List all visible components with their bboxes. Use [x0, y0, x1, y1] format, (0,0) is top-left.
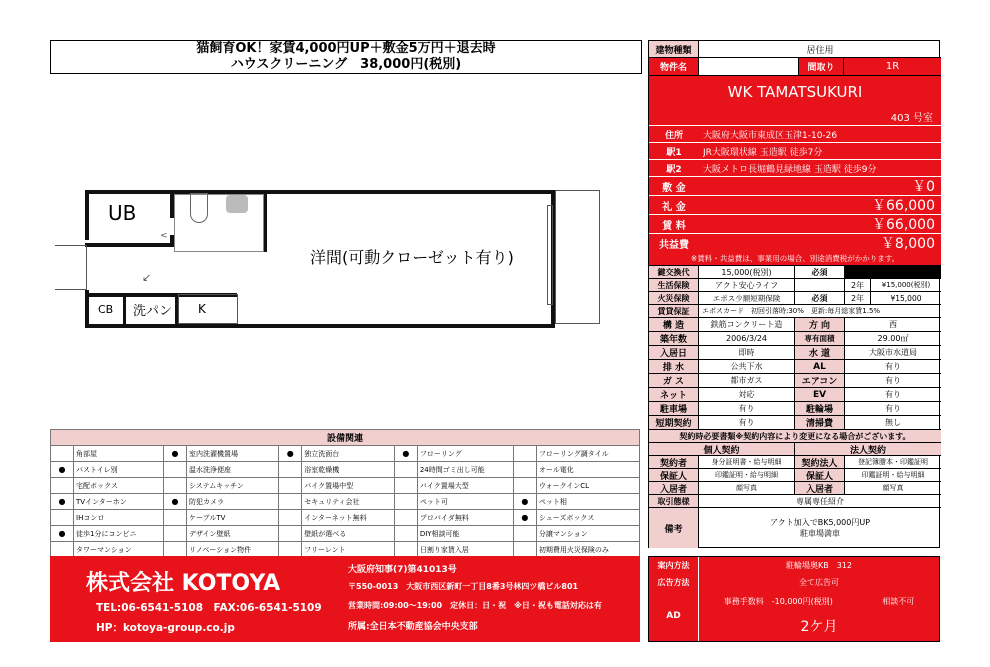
ad-label: AD	[649, 591, 699, 641]
facility-mark: ●	[513, 494, 536, 510]
fee-label: 共益費	[659, 239, 689, 251]
park-label: 駐車場	[649, 402, 699, 415]
dir: 西	[889, 320, 897, 329]
fire-price: ¥15,000	[890, 293, 922, 303]
corp-label: 法人契約	[849, 445, 886, 455]
consult: 相談不可	[882, 596, 915, 606]
facility-item: TVインターホン	[74, 494, 164, 510]
room-ub: UB	[108, 201, 137, 225]
facility-mark	[394, 494, 417, 510]
movein-label: 入居日	[649, 346, 699, 359]
life-years: 2年	[845, 279, 871, 291]
rent: ￥66,000	[872, 217, 935, 233]
facility-mark	[279, 526, 302, 542]
life: アクト安心ライフ	[699, 279, 795, 291]
facility-item: 防犯カメラ	[186, 494, 278, 510]
company-assoc: 所属:全日本不動産協会中央支部	[348, 622, 478, 632]
ac-label: エアコン	[795, 374, 845, 387]
note-line-1: アクト加入でBK5,000円UP	[769, 518, 871, 527]
note-line-2: 駐車場満車	[800, 529, 840, 538]
facility-mark	[279, 494, 302, 510]
al-label: AL	[795, 360, 845, 373]
facility-mark	[163, 526, 186, 542]
keyex: 15,000(税別)	[699, 266, 795, 278]
room-wash: 洗パン	[133, 304, 173, 319]
station1: JR大阪環状線 玉造駅 徒歩7分	[703, 147, 823, 158]
facility-mark	[163, 478, 186, 494]
fire: エポス少額短期保険	[699, 292, 795, 304]
facility-item: 室内洗濯機置場	[186, 446, 278, 462]
c2-value-corp: 印鑑証明・給与明細	[861, 471, 925, 479]
company-footer	[50, 556, 640, 642]
facility-item: ペット可	[417, 494, 513, 510]
facility-mark	[513, 526, 536, 542]
built-label: 築年数	[649, 332, 699, 345]
area-label: 専有面積	[795, 332, 845, 345]
type-label: 建物種類	[649, 41, 699, 57]
facility-item: フローリング調タイル	[536, 446, 639, 462]
deposit-label: 敷 金	[662, 182, 686, 194]
clean-label: 清掃費	[795, 416, 845, 429]
fire-label: 火災保険	[649, 292, 699, 304]
facility-item: 分譲マンション	[536, 526, 639, 542]
facility-mark: ●	[513, 510, 536, 526]
c3-value-corp: 顔写真	[882, 484, 904, 492]
facility-item: 独立洗面台	[302, 446, 395, 462]
facility-mark	[394, 478, 417, 494]
door-arc-icon: <	[160, 231, 168, 241]
company-hours: 営業時間:09:00～19:00 定休日：日・祝 ※日・祝も電話対応は有	[348, 601, 602, 610]
indiv-label: 個人契約	[649, 443, 795, 455]
facility-item: フリーレント	[302, 542, 395, 558]
address: 大阪府大阪市東成区玉津1-10-26	[703, 130, 838, 141]
facility-item: 角部屋	[74, 446, 164, 462]
keyex-req: 必須	[795, 266, 845, 278]
guar-label: 賃貸保証	[649, 305, 699, 317]
c2-label: 保証人	[649, 469, 699, 481]
facility-item: バイク置場大型	[417, 478, 513, 494]
drain-label: 排 水	[649, 360, 699, 373]
facility-item: システムキッチン	[186, 478, 278, 494]
facility-item: バストイレ別	[74, 462, 164, 478]
area: 29.00㎡	[877, 334, 909, 343]
gas-label: ガ ス	[649, 374, 699, 387]
ad-months: 2ケ月	[699, 611, 939, 641]
struct-label: 構 造	[649, 318, 699, 331]
c2-value: 印鑑証明・給与明細	[699, 469, 795, 481]
guide: 駐輪場奥KB 312	[699, 557, 939, 574]
property-panel	[648, 40, 940, 548]
facility-mark	[51, 478, 74, 494]
floor-plan	[50, 185, 610, 345]
room-western: 洋間(可動クローゼット有り)	[310, 248, 514, 267]
al: 有り	[885, 362, 901, 371]
c1-label-corp: 契約法人	[795, 456, 845, 468]
ev: 有り	[885, 390, 901, 399]
fire-years: 2年	[845, 292, 871, 304]
facility-mark	[51, 446, 74, 462]
water-label: 水 道	[795, 346, 845, 359]
c3-label: 入居者	[649, 482, 699, 494]
facility-mark	[513, 478, 536, 494]
ad-method-label: 広告方法	[649, 574, 699, 591]
facilities-table	[50, 429, 640, 554]
dir-label: 方 向	[795, 318, 845, 331]
facility-item: タワーマンション	[74, 542, 164, 558]
address-label: 住所	[664, 130, 683, 141]
facility-mark: ●	[51, 526, 74, 542]
c1-value-corp: 登記簿謄本・印鑑証明	[858, 458, 928, 466]
facilities-title: 設備関連	[51, 430, 640, 446]
facility-item: セキュリティ会社	[302, 494, 395, 510]
short: 有り	[699, 416, 795, 429]
facility-mark: ●	[51, 494, 74, 510]
facility-item: 浴室乾燥機	[302, 462, 395, 478]
life-price: ¥15,000(税別)	[881, 281, 931, 289]
ac: 有り	[885, 376, 901, 385]
bike-label: 駐輪場	[795, 402, 845, 415]
facility-item: 壁紙が選べる	[302, 526, 395, 542]
c3-value: 顔写真	[699, 482, 795, 494]
company-address: 〒550-0013 大阪市西区新町一丁目8番3号林四ツ橋ビル801	[348, 582, 579, 591]
facility-item: リノベーション物件	[186, 542, 278, 558]
tax-note: ※賃料・共益費は、事業用の場合、別途消費税がかかります。	[690, 254, 900, 263]
layout-value: 1R	[844, 58, 941, 75]
facility-item: ケーブルTV	[186, 510, 278, 526]
station1-label: 駅1	[666, 147, 682, 158]
ev-label: EV	[795, 388, 845, 401]
net-label: ネット	[649, 388, 699, 401]
drain: 公共下水	[699, 360, 795, 373]
c3-label-corp: 入居者	[795, 482, 845, 494]
promo-line-1: 猫飼育OK！家賃4,000円UP＋敷金5万円＋退去時	[196, 41, 496, 56]
facility-row	[51, 446, 640, 462]
facility-item: バイク置場中型	[302, 478, 395, 494]
facility-mark	[279, 462, 302, 478]
admin-fee: 事務手数料 -10,000円(税別)	[723, 596, 833, 606]
struct: 鉄筋コンクリート造	[699, 318, 795, 331]
life-label: 生活保険	[649, 279, 699, 291]
c2-label-corp: 保証人	[795, 469, 845, 481]
room-number: 403 号室	[890, 112, 933, 124]
station2: 大阪メトロ長堀鶴見緑地線 玉造駅 徒歩9分	[703, 164, 877, 175]
facility-mark: ●	[279, 446, 302, 462]
facility-item: 日割り家賃入居	[417, 542, 513, 558]
c1-value: 身分証明書・給与明細	[699, 456, 795, 468]
facility-mark: ●	[394, 446, 417, 462]
facility-item: ウォークインCL	[536, 478, 639, 494]
movein: 即時	[699, 346, 795, 359]
gas: 都市ガス	[699, 374, 795, 387]
facility-item: IHコンロ	[74, 510, 164, 526]
promo-banner	[50, 40, 642, 74]
facility-row	[51, 478, 640, 494]
toilet-icon	[190, 193, 208, 223]
company-tel: TEL:06-6541-5108 FAX:06-6541-5109	[96, 602, 322, 614]
note-label: 備考	[649, 508, 699, 548]
facility-item: ペット相	[536, 494, 639, 510]
facility-item: 宅配ボックス	[74, 478, 164, 494]
facility-item: インターネット無料	[302, 510, 395, 526]
agent-label: 取引態様	[649, 495, 699, 507]
facility-mark: ●	[163, 494, 186, 510]
facility-mark	[279, 478, 302, 494]
net: 対応	[699, 388, 795, 401]
facility-row	[51, 494, 640, 510]
facility-item: オール電化	[536, 462, 639, 478]
facility-item: 徒歩1分にコンビニ	[74, 526, 164, 542]
facility-item: デザイン壁紙	[186, 526, 278, 542]
agent: 専属専任紹介	[796, 496, 844, 506]
room-kitchen: K	[198, 302, 206, 316]
facility-item: 24時間ゴミ出し可能	[417, 462, 513, 478]
promo-line-2: ハウスクリーニング 38,000円(税別)	[230, 57, 462, 72]
park: 有り	[699, 402, 795, 415]
company-name: 株式会社 KOTOYA	[86, 571, 281, 596]
room-cb: CB	[98, 303, 114, 316]
guar: エポスカード 初回引落時:30% 更新:毎月総家賃1.5%	[702, 307, 881, 315]
facility-mark	[279, 510, 302, 526]
facility-row	[51, 462, 640, 478]
ad-info	[648, 556, 940, 642]
facility-mark	[394, 526, 417, 542]
deposit: ￥0	[912, 179, 935, 195]
facility-item: フローリング	[417, 446, 513, 462]
facility-row	[51, 526, 640, 542]
facility-item: プロバイダ無料	[417, 510, 513, 526]
keyex-label: 鍵交換代	[649, 266, 699, 278]
short-label: 短期契約	[649, 416, 699, 429]
water: 大阪市水道局	[869, 348, 917, 357]
arrow-icon: ↙	[142, 271, 152, 284]
clean: 無し	[885, 418, 901, 427]
fee: ￥8,000	[880, 236, 935, 252]
layout-label: 間取り	[799, 58, 844, 75]
facility-mark: ●	[51, 462, 74, 478]
company-hp: HP：kotoya-group.co.jp	[96, 622, 235, 634]
facility-mark	[513, 446, 536, 462]
facility-mark	[163, 510, 186, 526]
property-name: WK TAMATSUKURI	[727, 83, 863, 101]
company-license: 大阪府知事(7)第41013号	[348, 565, 457, 575]
facility-mark	[394, 462, 417, 478]
ad-method: 全て広告可	[699, 574, 939, 591]
facility-mark	[163, 462, 186, 478]
facility-item: シューズボックス	[536, 510, 639, 526]
facility-row	[51, 510, 640, 526]
bike: 有り	[885, 404, 901, 413]
guide-label: 案内方法	[649, 557, 699, 574]
c1-label: 契約者	[649, 456, 699, 468]
sink-icon	[226, 195, 248, 213]
station2-label: 駅2	[666, 164, 682, 175]
keymoney-label: 礼 金	[662, 201, 686, 213]
docs-note: 契約時必要書類※契約内容により変更になる場合がございます。	[679, 431, 911, 441]
facility-mark	[51, 510, 74, 526]
name-label: 物件名	[649, 58, 699, 75]
rent-label: 賃 料	[662, 220, 686, 232]
facility-mark: ●	[163, 446, 186, 462]
facility-mark	[394, 510, 417, 526]
built: 2006/3/24	[699, 332, 795, 345]
keymoney: ￥66,000	[872, 198, 935, 214]
fire-req: 必須	[795, 292, 845, 304]
facility-mark	[513, 462, 536, 478]
type-value: 居住用	[806, 45, 834, 56]
facility-item: DIY相談可能	[417, 526, 513, 542]
facility-item: 初期費用火災保険のみ	[536, 542, 639, 558]
facility-item: 温水洗浄便座	[186, 462, 278, 478]
